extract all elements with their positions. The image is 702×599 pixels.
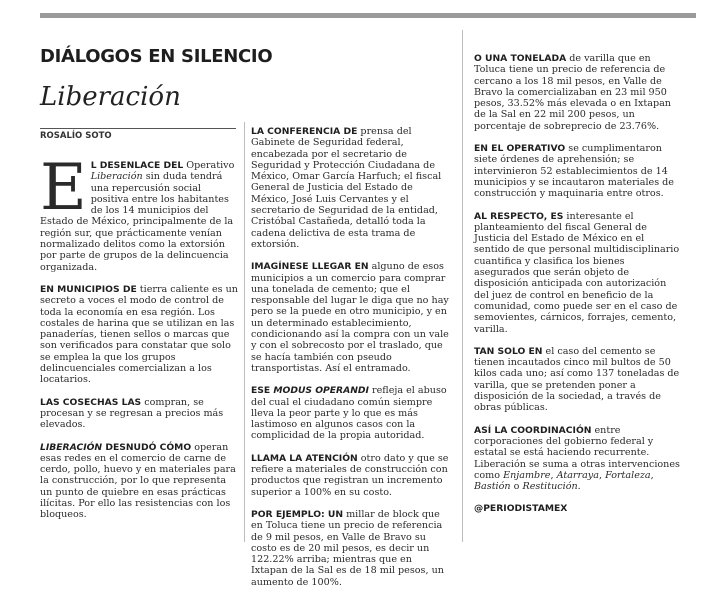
article-column-3 [474,53,682,526]
paragraph: POR EJEMPLO: UN millar de block que en Toluca tiene un precio de referencia de 9 mil pesos, en Valle de Bravo su costo es de 20 mil pesos, es decir un 122.22% arriba; mientras que en Ixtapan de la Sal es de 18 mil pesos, un aumento de 100%. [251,508,444,588]
paragraph: LIBERACIÓN DESNUDÓ CÓMO operan esas redes en el comercio de carne de cerdo, pollo, huevo y en materiales para la construcción, por lo que representa un punto de quiebre en esas prácticas ilícitas. Por ello las resistencias con los bloqueos. [40,441,236,521]
drop-cap: E [40,151,87,225]
article-column-1 [40,151,238,532]
paragraph: ESE MODUS OPERANDI refleja el abuso del cual el ciudadano común siempre lleva la peor parte y lo que es más lastimoso en algunos casos con la complicidad de la propia autoridad. [251,385,447,442]
column-kicker: DIÁLOGOS EN SILENCIO [40,46,273,67]
paragraph: ASÍ LA COORDINACIÓN entre corporaciones del gobierno federal y estatal se está haciendo recurrente. Liberación se suma a otras intervenciones como Enjambre, Atarraya, Fortaleza, Bastión o Restitución. [474,424,680,493]
paragraph: EN EL OPERATIVO se cumplimentaron siete órdenes de aprehensión; se intervinieron 52 establecimientos de 14 municipios y se incautaron materiales de construcción y maquinaria entre otros. [474,143,674,200]
paragraph: AL RESPECTO, ES interesante el planteamiento del fiscal General de Justicia del Estado de México en el sentido de que personal multidisciplinario cuantifica y clasifica los bienes asegurados que serán objeto de disposición anticipada con autorización del juez de control en beneficio de la comunidad, como puede ser en el caso de semovientes, cárnicos, forrajes, cemento, varilla. [474,210,680,335]
paragraph: LAS COSECHAS LAS compran, se procesan y se regresan a precios más elevados. [40,396,224,431]
author-rule [40,128,236,129]
column-divider-2 [462,30,463,542]
paragraph: TAN SOLO EN el caso del cemento se tienen incautados cinco mil bultos de 50 kilos cada uno; así como 137 toneladas de varilla, que se pretenden poner a disposición de la sociedad, a través de obras públicas. [474,345,680,414]
column-divider-1 [244,122,245,542]
paragraph: O UNA TONELADA de varilla que en Toluca tiene un precio de referencia de cercano a los 18 mil pesos, en Valle de Bravo la comercializaban en 23 mil 950 pesos, 33.52% más elevada o en Ixtapan de la Sal en 22 mil 200 pesos, un porcentaje de sobreprecio de 23.76%. [474,53,671,132]
paragraph: LA CONFERENCIA DE prensa del Gabinete de Seguridad federal, encabezada por el secretario de Seguridad y Protección Ciudadana de México, Omar García Harfuch; el fiscal General de Justicia del Estado de México, José Luis Cervantes y el secretario de Seguridad de la entidad, Cristóbal Castañeda, detalló toda la cadena delictiva de esta trama de extorsión. [251,126,442,250]
author-byline: ROSALÍO SOTO [40,131,112,141]
headline: Liberación [40,82,181,112]
paragraph: E L DESENLACE DEL Operativo Liberación sin duda tendrá una repercusión social positiva entre los habitantes de los 14 municipios del Estado de México, principalmente de la región sur, que prácticamente venían normalizado delitos como la extorsión por parte de grupos de la delincuencia organizada. [40,151,235,273]
paragraph: IMAGÍNESE LLEGAR EN alguno de esos municipios a un comercio para comprar una tonelada de cemento; que el responsable del lugar le diga que no hay pero se la puede en otro municipio, y en un determinado establecimiento, condicionando así la compra con un vale y con el sobrecosto por el traslado, que se hacía también con pseudo transportistas. Así el entramado. [251,261,449,374]
article-column-2 [251,126,449,599]
author-handle: @PERIODISTAMEX [474,503,568,515]
top-rule [40,13,696,18]
paragraph: EN MUNICIPIOS DE tierra caliente es un secreto a voces el modo de control de toda la economía en esa región. Los costales de harina que se utilizan en las panaderías, tienen sellos o marcas que son verificados para constatar que solo se emplea la que los grupos delincuenciales comercializan a los locatarios. [40,283,238,386]
paragraph: LLAMA LA ATENCIÓN otro dato y que se refiere a materiales de construcción con productos que registran un incremento superior a 100% en su costo. [251,452,449,498]
